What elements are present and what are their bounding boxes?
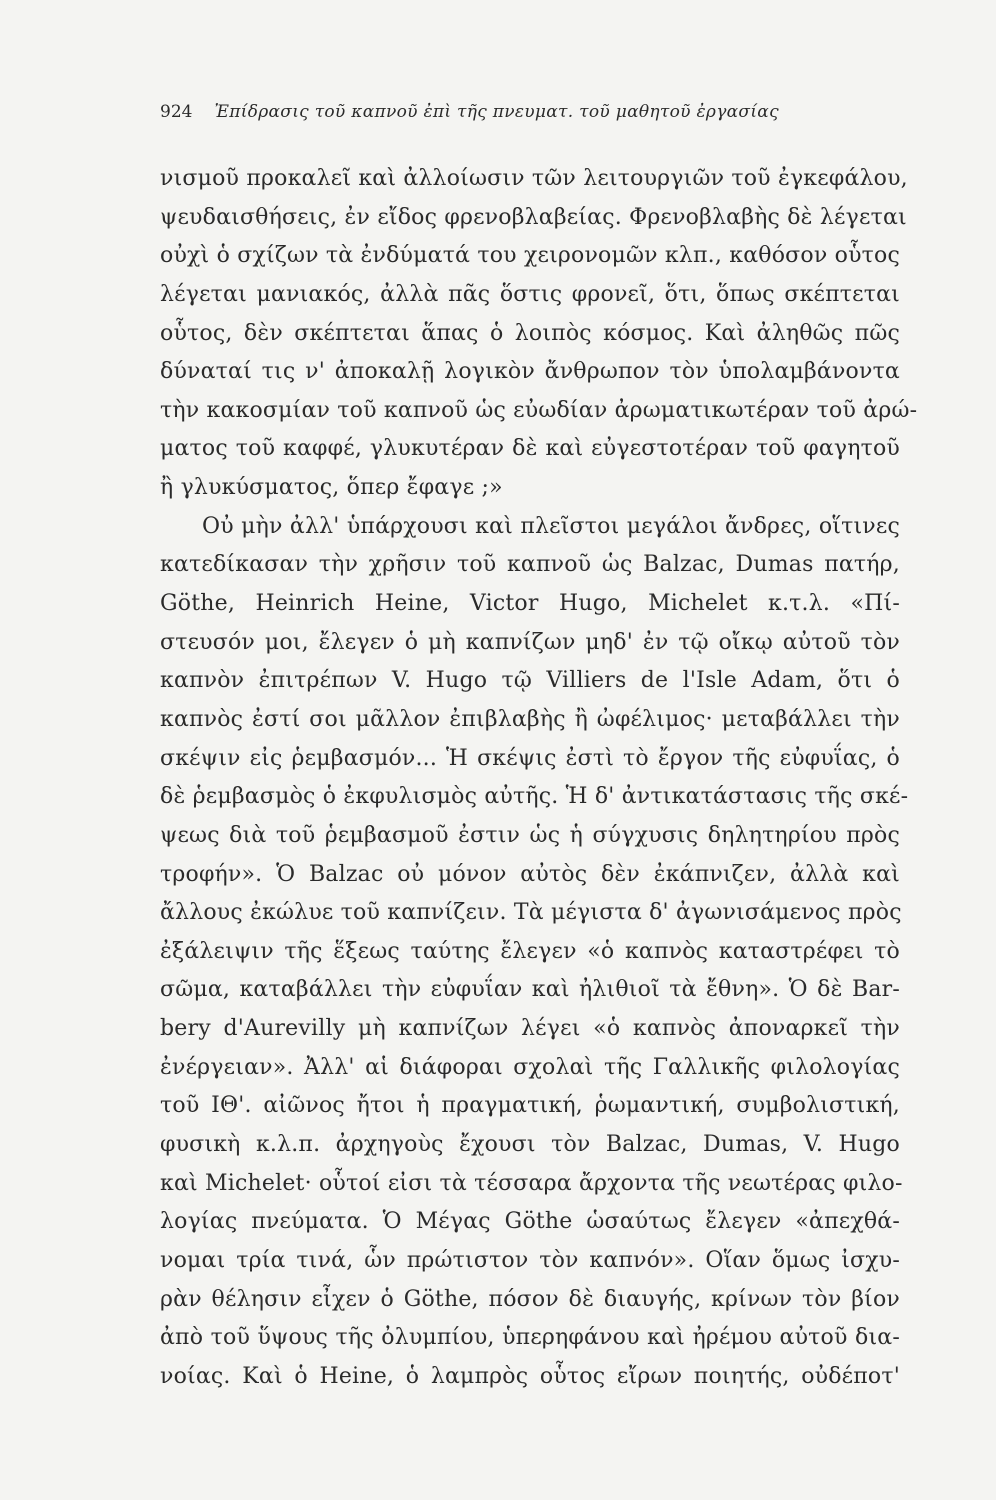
text-line: λέγεται μανιακός, ἀλλὰ πᾶς ὅστις φρονεῖ, ὅτι, ὅπως σκέπτεται xyxy=(160,281,900,307)
text-line: ἐνέργειαν». Ἀλλ' αἱ διάφοραι σχολαὶ τῆς Γαλλικῆς φιλολογίας xyxy=(160,1054,900,1080)
text-line: λογίας πνεύματα. Ὁ Μέγας Göthe ὡσαύτως ἔλεγεν «ἀπεχθά- xyxy=(160,1209,900,1235)
text-line: οὐχὶ ὁ σχίζων τὰ ἐνδύματά του χειρονομῶν κλπ., καθόσον οὗτος xyxy=(160,243,900,269)
text-line: τοῦ ΙΘ'. αἰῶνος ἤτοι ἡ πραγματική, ῥωμαντική, συμβολιστική, xyxy=(160,1093,900,1119)
text-line: καπνὸς ἐστί σοι μᾶλλον ἐπιβλαβὴς ἢ ὠφέλιμος· μεταβάλλει τὴν xyxy=(160,706,900,732)
running-title: Ἐπίδρασις τοῦ καπνοῦ ἐπὶ τῆς πνευματ. τοῦ μαθητοῦ ἐργασίας xyxy=(214,102,779,122)
text-line: νομαι τρία τινά, ὧν πρώτιστον τὸν καπνόν». Οἵαν ὅμως ἰσχυ- xyxy=(160,1247,900,1273)
text-line: στευσόν μοι, ἔλεγεν ὁ μὴ καπνίζων μηδ' ἐν τῷ οἴκῳ αὐτοῦ τὸν xyxy=(160,629,900,655)
text-line: καπνὸν ἐπιτρέπων V. Hugo τῷ Villiers de l'Isle Adam, ὅτι ὁ xyxy=(160,668,900,694)
text-line: οὗτος, δὲν σκέπτεται ἅπας ὁ λοιπὸς κόσμος. Καὶ ἀληθῶς πῶς xyxy=(160,320,900,346)
text-line: φυσικὴ κ.λ.π. ἀρχηγοὺς ἔχουσι τὸν Balzac, Dumas, V. Hugo xyxy=(160,1132,900,1158)
page-number: 924 xyxy=(160,102,193,122)
text-line: ρὰν θέλησιν εἶχεν ὁ Göthe, πόσον δὲ διαυγής, κρίνων τὸν βίον xyxy=(160,1286,900,1312)
text-line: δὲ ῥεμβασμὸς ὁ ἐκφυλισμὸς αὐτῆς. Ἡ δ' ἀντικατάστασις τῆς σκέ- xyxy=(160,784,909,810)
text-line: καὶ Michelet· οὗτοί εἰσι τὰ τέσσαρα ἄρχοντα τῆς νεωτέρας φιλο- xyxy=(160,1170,903,1196)
text-line: Οὐ μὴν ἀλλ' ὑπάρχουσι καὶ πλεῖστοι μεγάλοι ἄνδρες, οἵτινες xyxy=(202,513,900,539)
text-line: ἐξάλειψιν τῆς ἕξεως ταύτης ἔλεγεν «ὁ καπνὸς καταστρέφει τὸ xyxy=(160,938,900,964)
body-text xyxy=(160,160,918,1397)
text-line: νισμοῦ προκαλεῖ καὶ ἀλλοίωσιν τῶν λειτουργιῶν τοῦ ἐγκεφάλου, xyxy=(160,166,908,191)
text-line: ἀπὸ τοῦ ὕψους τῆς ὀλυμπίου, ὑπερηφάνου καὶ ἠρέμου αὐτοῦ δια- xyxy=(160,1325,900,1351)
text-line: ψεως διὰ τοῦ ῥεμβασμοῦ ἐστιν ὡς ἡ σύγχυσις δηλητηρίου πρὸς xyxy=(160,822,900,848)
text-line: δύναταί τις ν' ἀποκαλῇ λογικὸν ἄνθρωπον τὸν ὑπολαμβάνοντα xyxy=(160,359,900,385)
text-line: κατεδίκασαν τὴν χρῆσιν τοῦ καπνοῦ ὡς Balzac, Dumas πατήρ, xyxy=(160,552,900,578)
text-line: τὴν κακοσμίαν τοῦ καπνοῦ ὡς εὐωδίαν ἀρωματικωτέραν τοῦ ἀρώ- xyxy=(160,397,918,423)
text-line: σκέψιν εἰς ῥεμβασμόν... Ἡ σκέψις ἐστὶ τὸ ἔργον τῆς εὐφυΐας, ὁ xyxy=(160,745,900,771)
text-line: τροφήν». Ὁ Balzac οὐ μόνον αὐτὸς δὲν ἐκάπνιζεν, ἀλλὰ καὶ xyxy=(160,861,900,887)
text-line: σῶμα, καταβάλλει τὴν εὐφυΐαν καὶ ἠλιθιοῖ τὰ ἔθνη». Ὁ δὲ Bar- xyxy=(160,977,900,1003)
running-head xyxy=(160,100,900,124)
text-line: Göthe, Heinrich Heine, Victor Hugo, Michelet κ.τ.λ. «Πί- xyxy=(160,591,900,617)
text-line: ματος τοῦ καφφέ, γλυκυτέραν δὲ καὶ εὐγεστοτέραν τοῦ φαγητοῦ xyxy=(160,436,900,462)
text-line: ψευδαισθήσεις, ἐν εἴδος φρενοβλαβείας. Φρενοβλαβὴς δὲ λέγεται xyxy=(160,204,907,230)
text-line: ἄλλους ἐκώλυε τοῦ καπνίζειν. Τὰ μέγιστα δ' ἀγωνισάμενος πρὸς xyxy=(160,900,902,926)
text-line: ἢ γλυκύσματος, ὅπερ ἔφαγε ;» xyxy=(160,475,503,501)
text-line: νοίας. Καὶ ὁ Heine, ὁ λαμπρὸς οὗτος εἴρων ποιητής, οὐδέποτ' xyxy=(160,1363,900,1389)
text-line: bery d'Aurevilly μὴ καπνίζων λέγει «ὁ καπνὸς ἀποναρκεῖ τὴν xyxy=(160,1016,900,1042)
